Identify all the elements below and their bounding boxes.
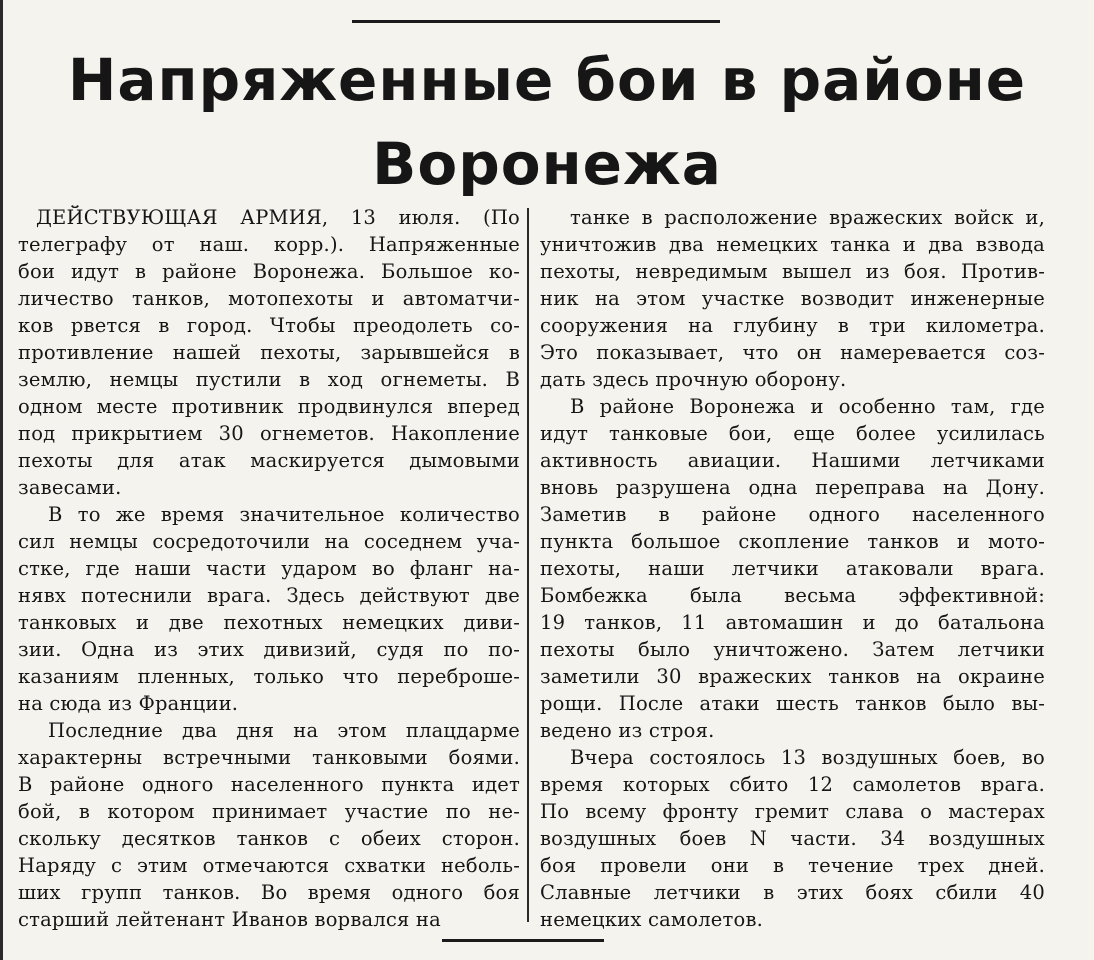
text-line: рощи. После атаки шесть танков было вы- [540, 692, 1045, 715]
paragraph [540, 393, 1045, 744]
text-line: В районе Воронежа и особенно там, где [570, 395, 1045, 418]
text-line: пехоты было уничтожено. Затем летчики [540, 638, 1045, 661]
headline [0, 38, 1094, 206]
text-line: противление нашей пехоты, зарывшейся в [18, 341, 520, 364]
text-line: пехоты, наши летчики атаковали врага. [540, 557, 1045, 580]
article-right-column [540, 204, 1045, 933]
text-line: дать здесь прочную оборону. [540, 368, 847, 391]
paragraph [540, 744, 1045, 933]
bottom-rule [442, 939, 604, 942]
text-line: Бомбежка была весьма эффективной: [540, 584, 1045, 607]
text-line: ков рвется в город. Чтобы преодолеть со- [18, 314, 520, 337]
paragraph [18, 204, 520, 501]
article-left-column [18, 204, 520, 933]
text-line: сооружения на глубину в три километра. [540, 314, 1045, 337]
text-line: пункта большое скопление танков и мото- [540, 530, 1045, 553]
text-line: В то же время значительное количество [48, 503, 520, 526]
text-line: землю, немцы пустили в ход огнеметы. В [18, 368, 520, 391]
text-line: на сюда из Франции. [18, 692, 239, 715]
text-line: Последние два дня на этом плацдарме [48, 719, 520, 742]
text-line: время которых сбито 12 самолетов врага. [540, 773, 1045, 796]
text-line: танке в расположение вражеских войск и, [570, 206, 1045, 229]
paragraph [18, 501, 520, 717]
text-line: В районе одного населенного пункта идет [18, 773, 520, 796]
text-line: телеграфу от наш. корр.). Напряженные [18, 233, 520, 256]
text-line: уничтожив два немецких танка и два взвода [540, 233, 1045, 256]
text-line: идут танковые бои, еще более усилилась [540, 422, 1045, 445]
text-line: характерны встречными танковыми боями. [18, 746, 520, 769]
text-line: казаниям пленных, только что переброше- [18, 665, 520, 688]
text-line: боя провели они в течение трех дней. [540, 854, 1045, 877]
paragraph [540, 204, 1045, 393]
text-line: старший лейтенант Иванов ворвался на [18, 908, 441, 931]
text-line: нявх потеснили врага. Здесь действуют две [18, 584, 520, 607]
text-line: бои идут в районе Воронежа. Большое ко- [18, 260, 520, 283]
text-line: Наряду с этим отмечаются схватки неболь- [18, 854, 520, 877]
text-line: сил немцы сосредоточили на соседнем уча- [18, 530, 520, 553]
text-line: танковых и две пехотных немецких диви- [18, 611, 520, 634]
text-line: пехоты для атак маскируется дымовыми [18, 449, 520, 472]
text-line: Вчера состоялось 13 воздушных боев, во [570, 746, 1045, 769]
text-line: Заметив в районе одного населенного [540, 503, 1045, 526]
text-line: личество танков, мотопехоты и автоматчи- [18, 287, 520, 310]
text-line: зии. Одна из этих дивизий, судя по по- [18, 638, 520, 661]
text-line: 19 танков, 11 автомашин и до батальона [540, 611, 1045, 634]
text-line: скольку десятков танков с обеих сторон. [18, 827, 520, 850]
text-line: заметили 30 вражеских танков на окраине [540, 665, 1045, 688]
text-line: ник на этом участке возводит инженерные [540, 287, 1045, 310]
text-line: воздушных боев N части. 34 воздушных [540, 827, 1045, 850]
text-line: Это показывает, что он намеревается соз- [540, 341, 1045, 364]
text-line: По всему фронту гремит слава о мастерах [540, 800, 1045, 823]
text-line: стке, где наши части ударом во фланг на- [18, 557, 520, 580]
headline-line-1: Напряженные бои в районе [67, 46, 1027, 114]
text-line: активность авиации. Нашими летчиками [540, 449, 1045, 472]
text-line: немецких самолетов. [540, 908, 764, 931]
headline-line-2: Воронежа [372, 130, 722, 198]
text-line: ших групп танков. Во время одного боя [18, 881, 520, 904]
paragraph [18, 717, 520, 933]
text-line: ведено из строя. [540, 719, 715, 742]
text-line: одном месте противник продвинулся вперед [18, 395, 520, 418]
text-line: вновь разрушена одна переправа на Дону. [540, 476, 1045, 499]
text-line: ДЕЙСТВУЮЩАЯ АРМИЯ, 13 июля. (По [36, 206, 520, 229]
text-line: под прикрытием 30 огнеметов. Накопление [18, 422, 520, 445]
text-line: Славные летчики в этих боях сбили 40 [540, 881, 1045, 904]
text-line: завесами. [18, 476, 122, 499]
column-divider [527, 208, 529, 922]
top-rule [352, 20, 720, 23]
text-line: бой, в котором принимает участие по не- [18, 800, 520, 823]
text-line: пехоты, невредимым вышел из боя. Против- [540, 260, 1045, 283]
